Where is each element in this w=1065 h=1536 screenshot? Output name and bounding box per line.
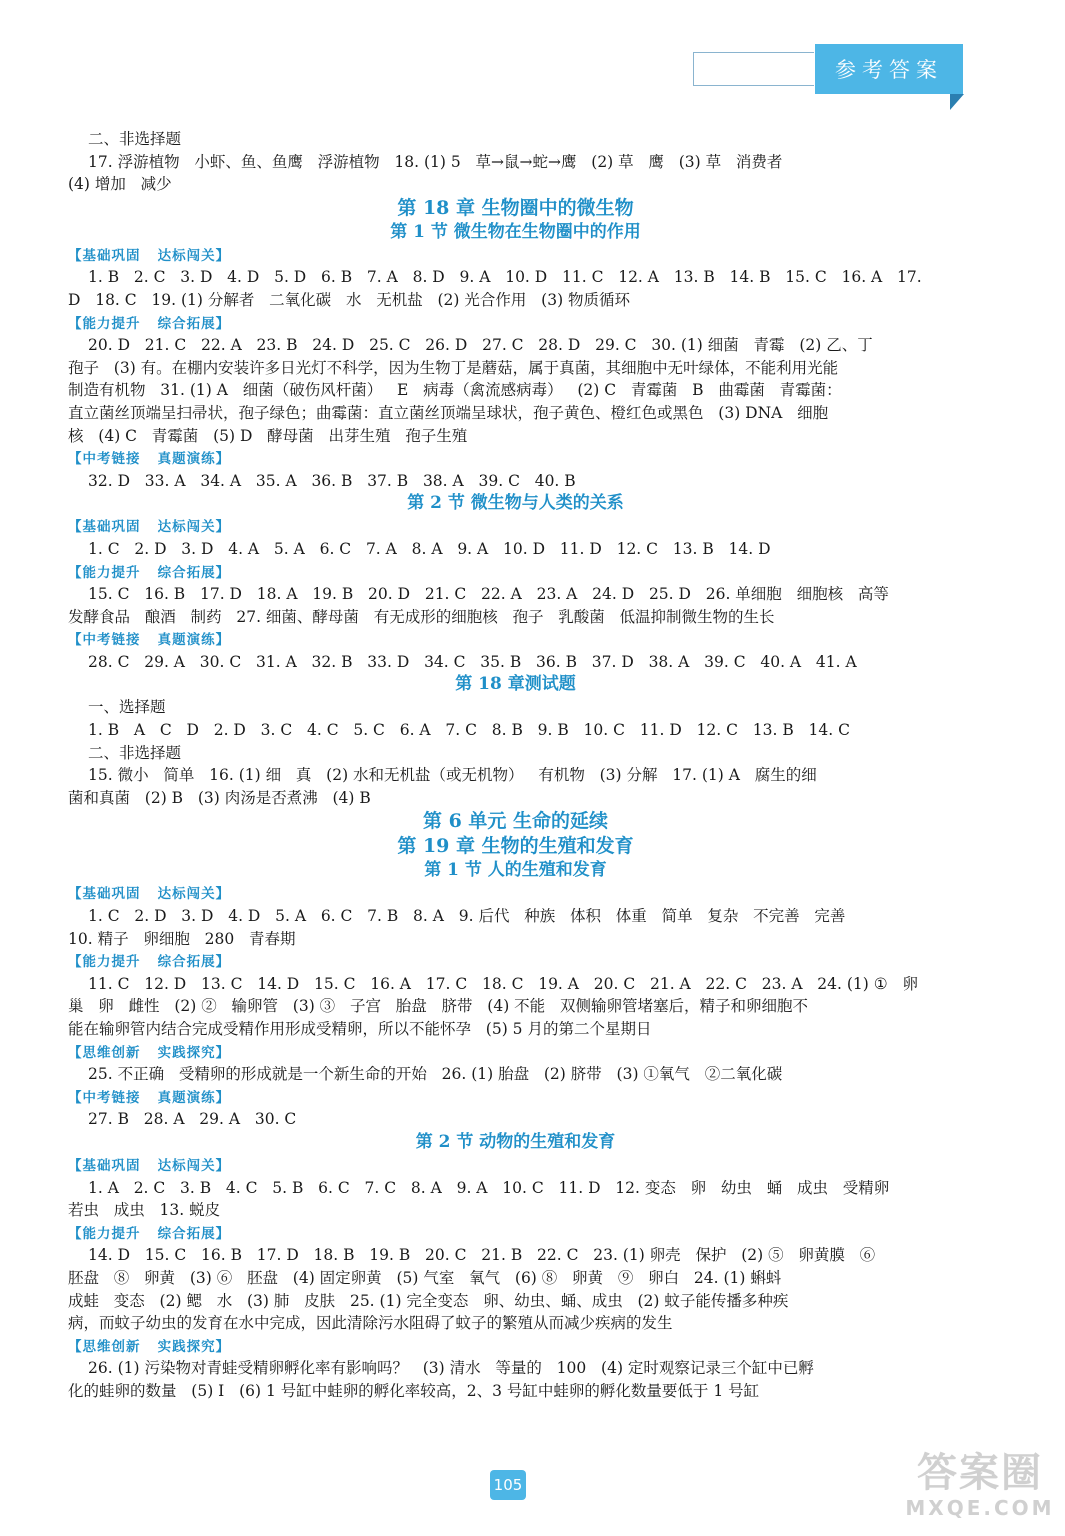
- answer-content: [68, 128, 963, 1403]
- section-title: 第 2 节 微生物与人类的关系: [407, 493, 624, 514]
- answer-line: 1. A 2. C 3. B 4. C 5. B 6. C 7. C 8. A 9. A 10. C 11. D 12. 变态 卵 幼虫 蛹 成虫 受精卵: [88, 1178, 890, 1197]
- section-tag: 【能力提升 综合拓展】: [68, 564, 231, 581]
- answer-line: 一、选择题: [88, 698, 166, 717]
- answer-line: 11. C 12. D 13. C 14. D 15. C 16. A 17. C 18. C 19. A 20. C 21. A 22. C 23. A 24. (1) ① 卵: [88, 974, 918, 993]
- answer-line: 1. B 2. C 3. D 4. D 5. D 6. B 7. A 8. D 9. A 10. D 11. C 12. A 13. B 14. B 15. C 16. A 17.: [88, 268, 922, 287]
- answer-line: 病，而蚊子幼虫的发育在水中完成，因此清除污水阻碍了蚊子的繁殖从而减少疾病的发生: [68, 1314, 673, 1333]
- answer-line: 巢 卵 雌性 (2) ② 输卵管 (3) ③ 子宫 胎盘 脐带 (4) 不能 双侧输卵管堵塞后，精子和卵细胞不: [68, 997, 808, 1016]
- section-title: 第 18 章测试题: [455, 674, 576, 695]
- answer-line: 化的蛙卵的数量 (5) I (6) 1 号缸中蛙卵的孵化率较高，2、3 号缸中蛙卵的孵化数量要低于 1 号缸: [68, 1381, 760, 1400]
- answer-line: 制造有机物 31. (1) A 细菌（破伤风杆菌） E 病毒（禽流感病毒） (2) C 青霉菌 B 曲霉菌 青霉菌：: [68, 381, 842, 400]
- section-tag-row: [68, 515, 963, 538]
- header-blank-box: [693, 52, 814, 86]
- section-tag: 【中考链接 真题演练】: [68, 451, 231, 468]
- answer-line: 1. C 2. D 3. D 4. A 5. A 6. C 7. A 8. A 9. A 10. D 11. D 12. C 13. B 14. D: [88, 539, 771, 558]
- section-tag: 【思维创新 实践探究】: [68, 1044, 231, 1061]
- watermark-sub: MXQE.COM: [905, 1496, 1055, 1520]
- section-tag-row: [68, 312, 963, 335]
- section-tag: 【中考链接 真题演练】: [68, 1089, 231, 1106]
- answer-line: 10. 精子 卵细胞 280 青春期: [68, 929, 296, 948]
- answer-line: 1. B A C D 2. D 3. C 4. C 5. C 6. A 7. C 8. B 9. B 10. C 11. D 12. C 13. B 14. C: [88, 721, 850, 740]
- section-tag: 【思维创新 实践探究】: [68, 1338, 231, 1355]
- answer-line: 二、非选择题: [88, 130, 182, 148]
- answer-line: 成蛙 变态 (2) 鳃 水 (3) 肺 皮肤 25. (1) 完全变态 卵、幼虫、蛹、成虫 (2) 蚊子能传播多种疾: [68, 1291, 789, 1310]
- section-tag-row: [68, 1086, 963, 1109]
- section-tag-row: [68, 882, 963, 905]
- section-tag: 【基础巩固 达标闯关】: [68, 1157, 231, 1174]
- page-number-label: 105: [493, 1476, 523, 1494]
- answer-line: 27. B 28. A 29. A 30. C: [88, 1110, 297, 1129]
- section-tag-row: [68, 244, 963, 267]
- section-tag: 【能力提升 综合拓展】: [68, 954, 231, 971]
- section-tag-row: [68, 561, 963, 584]
- answer-line: 胚盘 ⑧ 卵黄 (3) ⑥ 胚盘 (4) 固定卵黄 (5) 气室 氧气 (6) ⑧ 卵黄 ⑨ 卵白 24. (1) 蝌蚪: [68, 1268, 782, 1287]
- answer-line: 发酵食品 酿酒 制药 27. 细菌、酵母菌 有无成形的细胞核 孢子 乳酸菌 低温抑制微生物的生长: [68, 607, 775, 626]
- section-title: 第 2 节 动物的生殖和发育: [415, 1131, 616, 1152]
- answer-line: 直立菌丝顶端呈扫帚状，孢子绿色；曲霉菌：直立菌丝顶端呈球状，孢子黄色、橙红色或黑色 (3) DNA 细胞: [68, 403, 829, 422]
- answer-line: (4) 增加 减少: [68, 175, 172, 194]
- section-tag-row: [68, 1041, 963, 1064]
- section-tag-row: [68, 1222, 963, 1245]
- answer-line: 孢子 (3) 有。在棚内安装许多日光灯不科学，因为生物丁是蘑菇，属于真菌，其细胞中无叶绿体，不能利用光能: [68, 358, 839, 377]
- header-answer-tab: [815, 44, 963, 94]
- answer-line: 25. 不正确 受精卵的形成就是一个新生命的开始 26. (1) 胎盘 (2) 脐带 (3) ①氧气 ②二氧化碳: [88, 1065, 783, 1084]
- section-tag-row: [68, 1335, 963, 1358]
- answer-line: 32. D 33. A 34. A 35. A 36. B 37. B 38. A 39. C 40. B: [88, 471, 576, 490]
- watermark-main: 答案圈: [917, 1450, 1043, 1496]
- section-tag: 【中考链接 真题演练】: [68, 632, 231, 649]
- answer-line: 14. D 15. C 16. B 17. D 18. B 19. B 20. C 21. B 22. C 23. (1) 卵壳 保护 (2) ⑤ 卵黄膜 ⑥: [88, 1246, 876, 1265]
- section-tag-row: [68, 447, 963, 470]
- answer-line: 若虫 成虫 13. 蜕皮: [68, 1201, 221, 1220]
- section-tag: 【基础巩固 达标闯关】: [68, 886, 231, 903]
- section-tag: 【基础巩固 达标闯关】: [68, 247, 231, 264]
- answer-line: 菌和真菌 (2) B (3) 肉汤是否煮沸 (4) B: [68, 788, 371, 807]
- section-tag-row: [68, 1154, 963, 1177]
- watermark-logo: [900, 1450, 1060, 1530]
- page-number: [490, 1470, 526, 1500]
- section-title: 第 1 节 微生物在生物圈中的作用: [390, 221, 641, 242]
- answer-line: 26. (1) 污染物对青蛙受精卵孵化率有影响吗？ (3) 清水 等量的 100 (4) 定时观察记录三个缸中已孵: [88, 1359, 814, 1378]
- answer-line: 二、非选择题: [88, 743, 182, 762]
- section-title: 第 6 单元 生命的延续: [422, 810, 609, 833]
- answer-line: 1. C 2. D 3. D 4. D 5. A 6. C 7. B 8. A 9. 后代 种族 体积 体重 简单 复杂 不完善 完善: [88, 907, 846, 926]
- section-tag-row: [68, 950, 963, 973]
- answer-line: 核 (4) C 青霉菌 (5) D 酵母菌 出芽生殖 孢子生殖: [68, 426, 468, 445]
- header-tab-label: 参考答案: [835, 58, 943, 82]
- answer-line: 28. C 29. A 30. C 31. A 32. B 33. D 34. C 35. B 36. B 37. D 38. A 39. C 40. A 41. A: [88, 652, 857, 671]
- header-tab-shadow: [950, 94, 964, 110]
- answer-line: 15. 微小 简单 16. (1) 细 真 (2) 水和无机盐（或无机物） 有机物 (3) 分解 17. (1) A 腐生的细: [88, 766, 817, 785]
- answer-line: D 18. C 19. (1) 分解者 二氧化碳 水 无机盐 (2) 光合作用 (3) 物质循环: [68, 290, 631, 309]
- answer-line: 15. C 16. B 17. D 18. A 19. B 20. D 21. C 22. A 23. A 24. D 25. D 26. 单细胞 细胞核 高等: [88, 585, 889, 604]
- section-title: 第 19 章 生物的生殖和发育: [397, 835, 634, 858]
- section-tag: 【能力提升 综合拓展】: [68, 1225, 231, 1242]
- section-tag-row: [68, 628, 963, 651]
- answer-line: 能在输卵管内结合完成受精作用形成受精卵，所以不能怀孕 (5) 5 月的第二个星期日: [68, 1020, 652, 1038]
- section-tag: 【基础巩固 达标闯关】: [68, 519, 231, 536]
- answer-line: 17. 浮游植物 小虾、鱼、鱼鹰 浮游植物 18. (1) 5 草→鼠→蛇→鹰 (2) 草 鹰 (3) 草 消费者: [88, 152, 783, 171]
- section-title: 第 18 章 生物圈中的微生物: [397, 196, 634, 219]
- section-title: 第 1 节 人的生殖和发育: [424, 860, 607, 881]
- section-tag: 【能力提升 综合拓展】: [68, 315, 231, 332]
- answer-line: 20. D 21. C 22. A 23. B 24. D 25. C 26. D 27. C 28. D 29. C 30. (1) 细菌 青霉 (2) 乙、丁: [88, 336, 873, 355]
